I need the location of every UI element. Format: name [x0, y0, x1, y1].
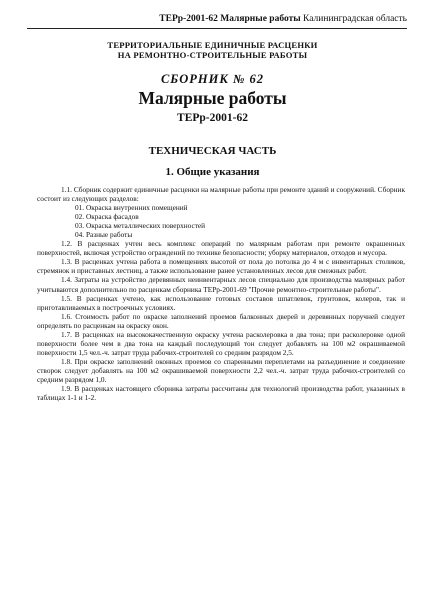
subsection-heading: 1. Общие указания [165, 166, 260, 178]
paragraph-1-4: 1.4. Затраты на устройство деревянных неинвентарных лесов специально для производства малярных работ учитываются дополнительно по расценкам сборника ТЕРр-2001-69 "Прочие ремонтно-строительные работы". [37, 275, 405, 294]
paragraph-1-7: 1.7. В расценках на высококачественную окраску учтена расколеровка в два тона; при расколеровке одной поверхности более чем в два тона на каждый последующий тон следует добавлять на 100 м2 окрашиваемой поверхности 1,5 чел.-ч. затрат труда рабочих-строителей со средним разрядом 2,5. [37, 329, 405, 357]
paragraph-1-6: 1.6. Стоимость работ по окраске заполнений проемов балконных дверей и деревянных поручней следует определять по расценкам на окраску окон. [37, 311, 405, 330]
section-heading: ТЕХНИЧЕСКАЯ ЧАСТЬ [148, 145, 277, 157]
list-item: 01. Окраска внутренних помещений [75, 203, 188, 213]
paragraph-1-9: 1.9. В расценках настоящего сборника затраты рассчитаны для технологий производства работ, указанных в таблицах 1-1 и 1-2. [37, 384, 405, 403]
list-item: 02. Окраска фасадов [75, 212, 139, 222]
collection-label: СБОРНИК № 62 [160, 72, 265, 86]
header-code: ТЕРр-2001-62 Малярные работы [159, 14, 301, 24]
header-region: Калининградская область [303, 14, 407, 24]
document-code: ТЕРр-2001-62 [177, 112, 248, 124]
list-item: 03. Окраска металлических поверхностей [75, 221, 206, 231]
page-title: Малярные работы [138, 88, 287, 108]
running-header [27, 14, 407, 29]
paragraph-1-1: 1.1. Сборник содержит единичные расценки на малярные работы при ремонте зданий и сооружений. Сборник состоит из следующих разделов: [37, 185, 405, 204]
paragraph-1-8: 1.8. При окраске заполнений оконных проемов со спаренными переплетами на разъединение и соединение створок следует добавлять на 100 м2 окрашиваемой поверхности 2,2 чел.-ч. затрат труда рабочих-строителей со средним разрядом 1,0. [37, 356, 405, 384]
document-subtitle-line-1: ТЕРРИТОРИАЛЬНЫЕ ЕДИНИЧНЫЕ РАСЦЕНКИ [107, 40, 318, 50]
paragraph-1-3: 1.3. В расценках учтена работа в помещениях высотой от пола до потолка до 4 м с инвентарных столиков, стремянок и приставных лестниц, а также использование ранее установленных лесов для смежных работ. [37, 257, 405, 276]
document-body [37, 185, 405, 402]
paragraph-1-5: 1.5. В расценках учтено, как использование готовых составов шпатлевок, грунтовок, колеров, так и приготавливаемых в построечных условиях. [37, 293, 405, 312]
paragraph-1-2: 1.2. В расценках учтен весь комплекс операций по малярным работам при ремонте окрашенных поверхностей, включая устройство ограждений по технике безопасности; уборку материалов, отходов и мусора. [37, 239, 405, 258]
document-subtitle-line-2: НА РЕМОНТНО-СТРОИТЕЛЬНЫЕ РАБОТЫ [117, 50, 308, 60]
list-item: 04. Разные работы [75, 230, 133, 240]
section-list [37, 203, 405, 239]
